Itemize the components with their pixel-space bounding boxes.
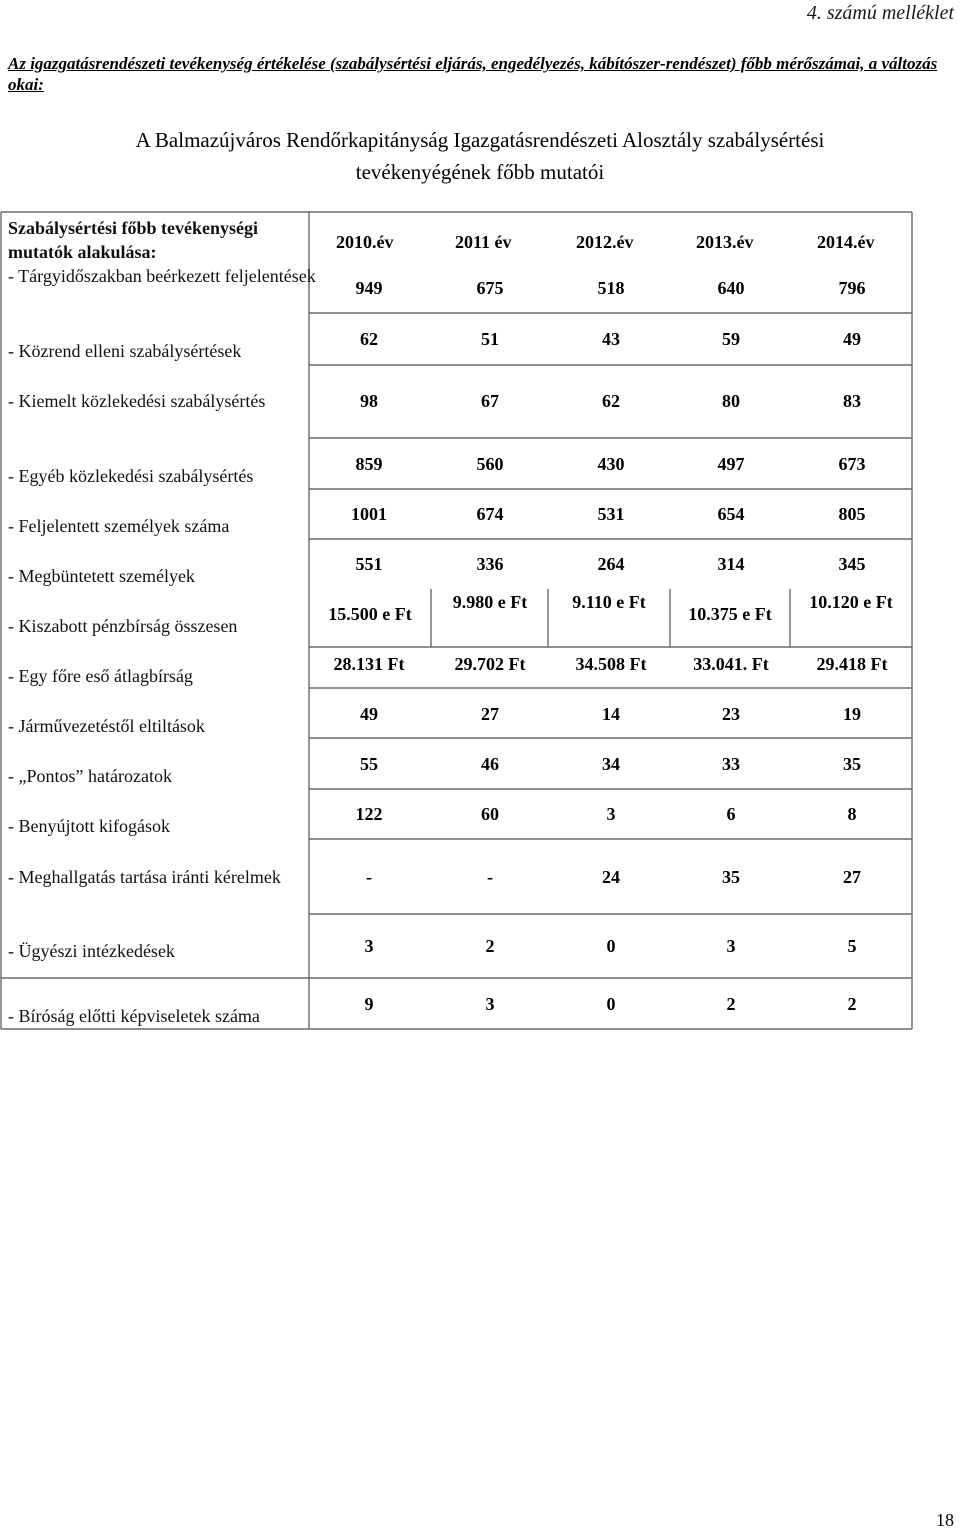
cell-point-decisions-2011: 46 — [481, 754, 499, 774]
cell-major-traffic-2014: 83 — [843, 391, 861, 411]
cell-other-traffic-2012: 430 — [597, 454, 625, 474]
cell-reported-persons-2013: 654 — [717, 504, 745, 524]
table-title-line-2: tevékenyégének főbb mutatói — [355, 160, 605, 184]
cell-point-decisions-2013: 33 — [722, 754, 740, 774]
cell-other-traffic-2010: 859 — [355, 454, 383, 474]
cell-fined-persons-2011: 336 — [476, 554, 504, 574]
cell-fined-persons-2013: 314 — [717, 554, 745, 574]
cell-total-fines-2013: 10.375 e Ft — [688, 604, 772, 624]
cell-point-decisions-2010: 55 — [360, 754, 378, 774]
row-label-total-fines: - Kiszabott pénzbírság összesen — [8, 616, 238, 636]
cell-driving-bans-2011: 27 — [481, 704, 499, 724]
row-label-reports-received: - Tárgyidőszakban beérkezett feljelentések — [8, 266, 316, 286]
year-header-2012: 2012.év — [576, 232, 634, 252]
cell-public-order-2013: 59 — [722, 329, 740, 349]
cell-average-fine-2011: 29.702 Ft — [454, 654, 526, 674]
cell-fined-persons-2012: 264 — [597, 554, 625, 574]
cell-objections-2011: 60 — [481, 804, 499, 824]
cell-total-fines-2010: 15.500 e Ft — [328, 604, 412, 624]
row-label-average-fine: - Egy főre eső átlagbírság — [8, 666, 193, 686]
cell-hearing-requests-2011: - — [487, 867, 493, 887]
year-header-2014: 2014.év — [817, 232, 875, 252]
cell-major-traffic-2010: 98 — [360, 391, 378, 411]
cell-other-traffic-2011: 560 — [476, 454, 504, 474]
cell-objections-2013: 6 — [726, 804, 736, 824]
row-label-hearing-requests: - Meghallgatás tartása iránti kérelmek — [8, 867, 281, 887]
cell-other-traffic-2014: 673 — [838, 454, 866, 474]
cell-prosecutor-actions-2012: 0 — [606, 936, 616, 956]
cell-reported-persons-2011: 674 — [476, 504, 504, 524]
page-number: 18 — [936, 1510, 954, 1530]
cell-major-traffic-2012: 62 — [602, 391, 620, 411]
row-label-reported-persons: - Feljelentett személyek száma — [8, 516, 230, 536]
cell-court-representations-2010: 9 — [364, 994, 374, 1014]
row-label-driving-bans: - Járművezetéstől eltiltások — [8, 716, 205, 736]
year-header-2013: 2013.év — [696, 232, 754, 252]
header-label: Szabálysértési főbb tevékenységi mutatók alakulása: — [8, 218, 258, 262]
year-header-2010: 2010.év — [336, 232, 394, 252]
cell-court-representations-2014: 2 — [847, 994, 857, 1014]
row-label-prosecutor-actions: - Ügyészi intézkedések — [8, 941, 175, 961]
cell-public-order-2010: 62 — [360, 329, 378, 349]
row-label-major-traffic: - Kiemelt közlekedési szabálysértés — [8, 391, 266, 411]
cell-other-traffic-2013: 497 — [717, 454, 745, 474]
cell-average-fine-2014: 29.418 Ft — [816, 654, 888, 674]
cell-court-representations-2013: 2 — [726, 994, 736, 1014]
cell-driving-bans-2012: 14 — [602, 704, 620, 724]
row-label-public-order: - Közrend elleni szabálysértések — [8, 341, 242, 361]
cell-reported-persons-2010: 1001 — [351, 504, 387, 524]
cell-reported-persons-2012: 531 — [597, 504, 625, 524]
table-title-line-1: A Balmazújváros Rendőrkapitányság Igazgatásrendészeti Alosztály szabálysértési — [135, 128, 825, 152]
cell-prosecutor-actions-2013: 3 — [726, 936, 736, 956]
cell-fined-persons-2014: 345 — [838, 554, 866, 574]
cell-major-traffic-2013: 80 — [722, 391, 740, 411]
cell-court-representations-2012: 0 — [606, 994, 616, 1014]
cell-point-decisions-2012: 34 — [602, 754, 620, 774]
cell-public-order-2012: 43 — [602, 329, 620, 349]
cell-hearing-requests-2014: 27 — [843, 867, 861, 887]
cell-average-fine-2010: 28.131 Ft — [333, 654, 405, 674]
annex-label: 4. számú melléklet — [806, 2, 954, 24]
cell-hearing-requests-2010: - — [366, 867, 372, 887]
cell-prosecutor-actions-2014: 5 — [847, 936, 857, 956]
row-label-fined-persons: - Megbüntetett személyek — [8, 566, 195, 586]
cell-reports-2014: 796 — [838, 278, 866, 298]
cell-total-fines-2011: 9.980 e Ft — [452, 592, 528, 612]
row-label-objections: - Benyújtott kifogások — [8, 816, 170, 836]
cell-reports-2010: 949 — [355, 278, 383, 298]
cell-point-decisions-2014: 35 — [843, 754, 861, 774]
intro-heading: Az igazgatásrendészeti tevékenység értékelése (szabálysértési eljárás, engedélyezés, kábítószer-rendészet) főbb mérőszámai, a változás okai: — [8, 54, 938, 94]
cell-average-fine-2013: 33.041. Ft — [693, 654, 769, 674]
row-label-point-decisions: - „Pontos” határozatok — [8, 766, 172, 786]
table-title — [0, 124, 960, 188]
cell-court-representations-2011: 3 — [485, 994, 495, 1014]
cell-major-traffic-2011: 67 — [481, 391, 499, 411]
cell-average-fine-2012: 34.508 Ft — [575, 654, 647, 674]
cell-public-order-2014: 49 — [843, 329, 861, 349]
cell-fined-persons-2010: 551 — [355, 554, 383, 574]
cell-driving-bans-2010: 49 — [360, 704, 378, 724]
cell-driving-bans-2014: 19 — [843, 704, 861, 724]
cell-prosecutor-actions-2011: 2 — [485, 936, 495, 956]
cell-reports-2012: 518 — [597, 278, 625, 298]
cell-reports-2013: 640 — [717, 278, 745, 298]
cell-prosecutor-actions-2010: 3 — [364, 936, 374, 956]
cell-objections-2014: 8 — [847, 804, 857, 824]
cell-hearing-requests-2013: 35 — [722, 867, 740, 887]
cell-driving-bans-2013: 23 — [722, 704, 740, 724]
cell-public-order-2011: 51 — [481, 329, 499, 349]
year-header-2011: 2011 év — [455, 232, 512, 252]
cell-hearing-requests-2012: 24 — [602, 867, 620, 887]
row-label-court-representations: - Bíróság előtti képviseletek száma — [8, 1006, 260, 1026]
cell-reports-2011: 675 — [476, 278, 504, 298]
row-label-other-traffic: - Egyéb közlekedési szabálysértés — [8, 466, 254, 486]
cell-total-fines-2012: 9.110 e Ft — [572, 592, 646, 612]
cell-reported-persons-2014: 805 — [838, 504, 866, 524]
cell-total-fines-2014: 10.120 e Ft — [809, 592, 893, 612]
cell-objections-2012: 3 — [606, 804, 616, 824]
cell-objections-2010: 122 — [355, 804, 383, 824]
